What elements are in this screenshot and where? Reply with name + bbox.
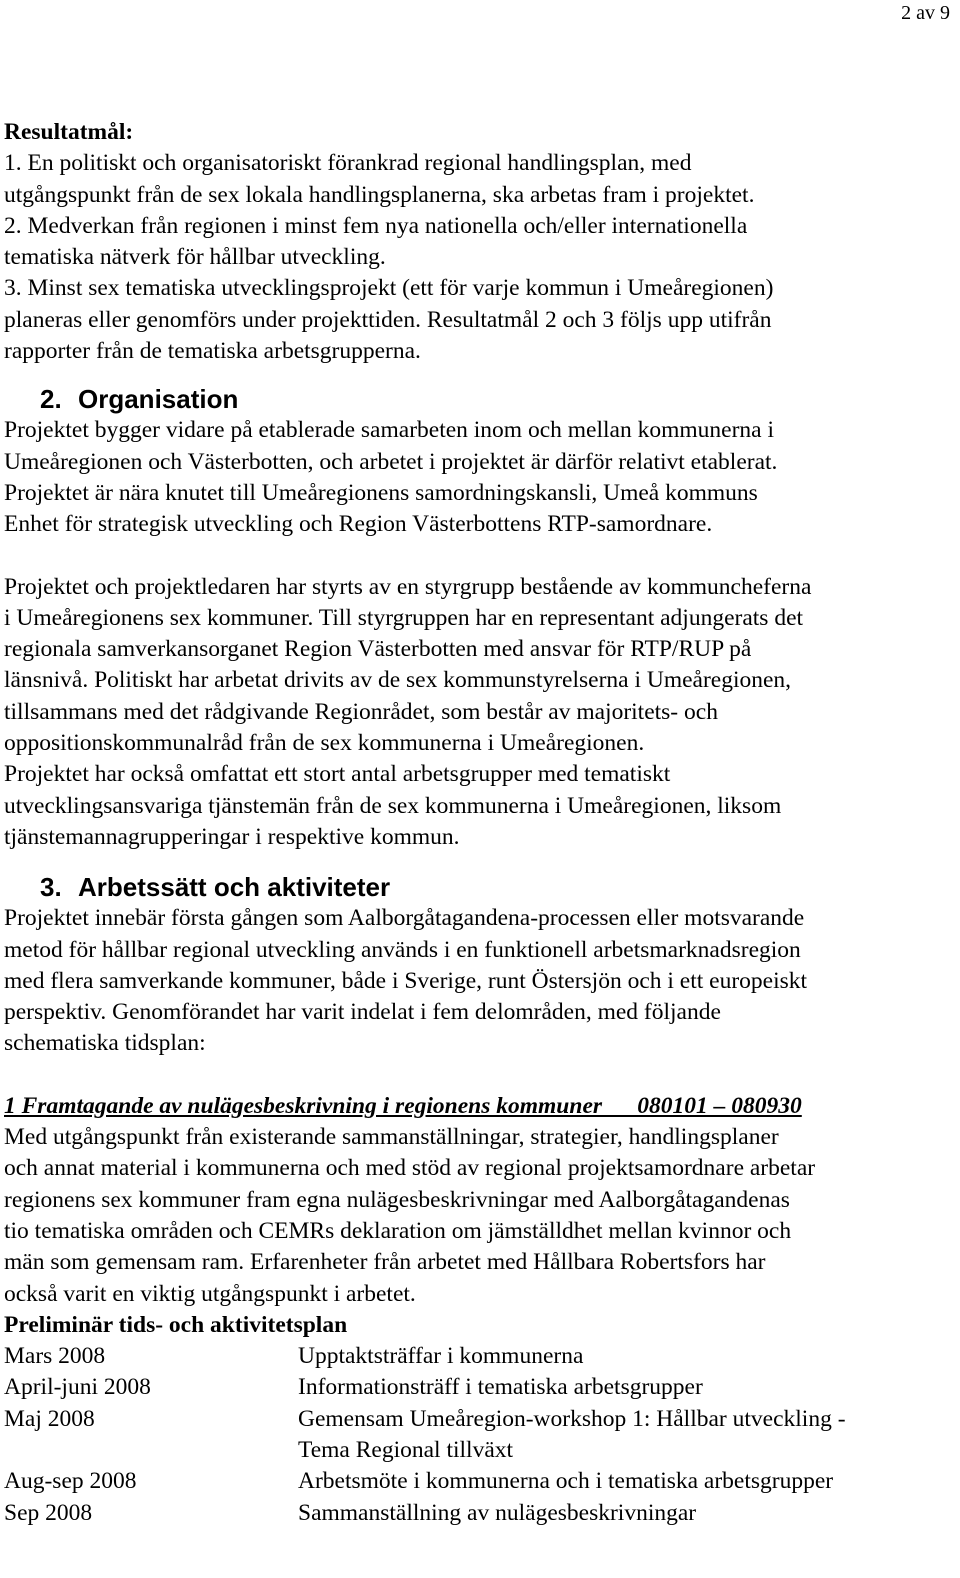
schedule-row	[4, 1404, 846, 1467]
phase1-line: tio tematiska områden och CEMRs deklaration om jämställdhet mellan kvinnor och	[4, 1217, 792, 1244]
organisation-line: regionala samverkansorganet Region Västerbotten med ansvar för RTP/RUP på	[4, 636, 752, 663]
organisation-heading-number: 2.	[40, 384, 62, 415]
organisation-line: Enhet för strategisk utveckling och Region Västerbottens RTP-samordnare.	[4, 511, 713, 538]
organisation-line: tjänstemannagrupperingar i respektive kommun.	[4, 823, 460, 850]
organisation-line: länsnivå. Politiskt har arbetat drivits av de sex kommunstyrelserna i Umeåregionen,	[4, 667, 792, 694]
schedule-date: April-juni 2008	[4, 1374, 151, 1401]
phase1-section	[4, 1091, 954, 1529]
arbetssatt-heading-number: 3.	[40, 872, 62, 903]
arbetssatt-line: med flera samverkande kommuner, både i Sverige, runt Östersjön och i ett europeiskt	[4, 967, 808, 994]
organisation-line: utvecklingsansvariga tjänstemän från de sex kommunerna i Umeåregionen, liksom	[4, 792, 782, 819]
phase1-heading: 1 Framtagande av nulägesbeskrivning i regionens kommuner 080101 – 080930	[4, 1092, 802, 1119]
organisation-heading	[4, 384, 954, 415]
organisation-section	[4, 384, 954, 853]
arbetssatt-heading-title: Arbetssätt och aktiviteter	[78, 872, 391, 903]
schedule-row	[4, 1498, 846, 1529]
arbetssatt-heading	[4, 872, 954, 903]
arbetssatt-line: Projektet innebär första gången som Aalborgåtagandena-processen eller motsvarande	[4, 905, 805, 932]
schedule-activity: Upptaktsträffar i kommunerna	[298, 1343, 584, 1370]
phase1-line: regionens sex kommuner fram egna nulägesbeskrivningar med Aalborgåtagandenas	[4, 1186, 790, 1213]
arbetssatt-line: schematiska tidsplan:	[4, 1030, 206, 1057]
schedule-date: Aug-sep 2008	[4, 1468, 137, 1495]
schedule-activity: Gemensam Umeåregion-workshop 1: Hållbar utveckling -	[298, 1405, 846, 1432]
organisation-line: tillsammans med det rådgivande Regionrådet, som består av majoritets- och	[4, 698, 718, 725]
schedule-row	[4, 1372, 846, 1403]
schedule-date: Sep 2008	[4, 1499, 93, 1526]
resultatmal-line: rapporter från de tematiska arbetsgrupperna.	[4, 338, 421, 365]
schedule-activity-multiline	[298, 1404, 846, 1467]
schedule-row	[4, 1341, 846, 1372]
organisation-line: i Umeåregionens sex kommuner. Till styrgruppen har en representant adjungerats det	[4, 604, 804, 631]
schedule-activity: Informationsträff i tematiska arbetsgrupper	[298, 1374, 703, 1401]
arbetssatt-section	[4, 872, 954, 1059]
organisation-line: oppositionskommunalråd från de sex kommunerna i Umeåregionen.	[4, 730, 645, 757]
organisation-line: Projektet är nära knutet till Umeåregionens samordningskansli, Umeå kommuns	[4, 479, 758, 506]
schedule-date: Mars 2008	[4, 1343, 106, 1370]
resultatmal-line: 3. Minst sex tematiska utvecklingsprojekt (ett för varje kommun i Umeåregionen)	[4, 275, 774, 302]
resultatmal-line: 1. En politiskt och organisatoriskt förankrad regional handlingsplan, med	[4, 150, 692, 177]
arbetssatt-line: perspektiv. Genomförandet har varit indelat i fem delområden, med följande	[4, 999, 721, 1026]
document-body	[4, 117, 954, 1529]
resultatmal-section	[4, 117, 954, 367]
organisation-line: Projektet har också omfattat ett stort antal arbetsgrupper med tematiskt	[4, 761, 671, 788]
phase1-line: också varit en viktig utgångspunkt i arbetet.	[4, 1280, 416, 1307]
resultatmal-line: planeras eller genomförs under projekttiden. Resultatmål 2 och 3 följs upp utifrån	[4, 306, 772, 333]
schedule-activity: Sammanställning av nulägesbeskrivningar	[298, 1499, 697, 1526]
resultatmal-line: 2. Medverkan från regionen i minst fem nya nationella och/eller internationella	[4, 212, 748, 239]
organisation-line: Umeåregionen och Västerbotten, och arbetet i projektet är därför relativt etablerat.	[4, 448, 778, 475]
schedule-activity: Arbetsmöte i kommunerna och i tematiska arbetsgrupper	[298, 1468, 834, 1495]
schedule-date: Maj 2008	[4, 1405, 95, 1432]
organisation-line: Projektet bygger vidare på etablerade samarbeten inom och mellan kommunerna i	[4, 417, 774, 444]
plan-title: Preliminär tids- och aktivitetsplan	[4, 1311, 348, 1338]
resultatmal-line: tematiska nätverk för hållbar utveckling.	[4, 244, 386, 271]
organisation-line: Projektet och projektledaren har styrts av en styrgrupp bestående av kommuncheferna	[4, 573, 812, 600]
page-number: 2 av 9	[901, 2, 950, 24]
arbetssatt-line: metod för hållbar regional utveckling används i en funktionell arbetsmarknadsregion	[4, 936, 801, 963]
resultatmal-line: utgångspunkt från de sex lokala handlingsplanerna, ska arbetas fram i projektet.	[4, 181, 755, 208]
resultatmal-heading: Resultatmål:	[4, 119, 134, 145]
schedule-row	[4, 1466, 846, 1497]
phase1-line: män som gemensam ram. Erfarenheter från arbetet med Hållbara Robertsfors har	[4, 1249, 766, 1276]
organisation-heading-title: Organisation	[78, 384, 239, 415]
phase1-line: och annat material i kommunerna och med stöd av regional projektsamordnare arbetar	[4, 1155, 816, 1182]
schedule-activity: Tema Regional tillväxt	[298, 1436, 514, 1463]
schedule-table	[4, 1341, 846, 1529]
phase1-line: Med utgångspunkt från existerande sammanställningar, strategier, handlingsplaner	[4, 1124, 779, 1151]
